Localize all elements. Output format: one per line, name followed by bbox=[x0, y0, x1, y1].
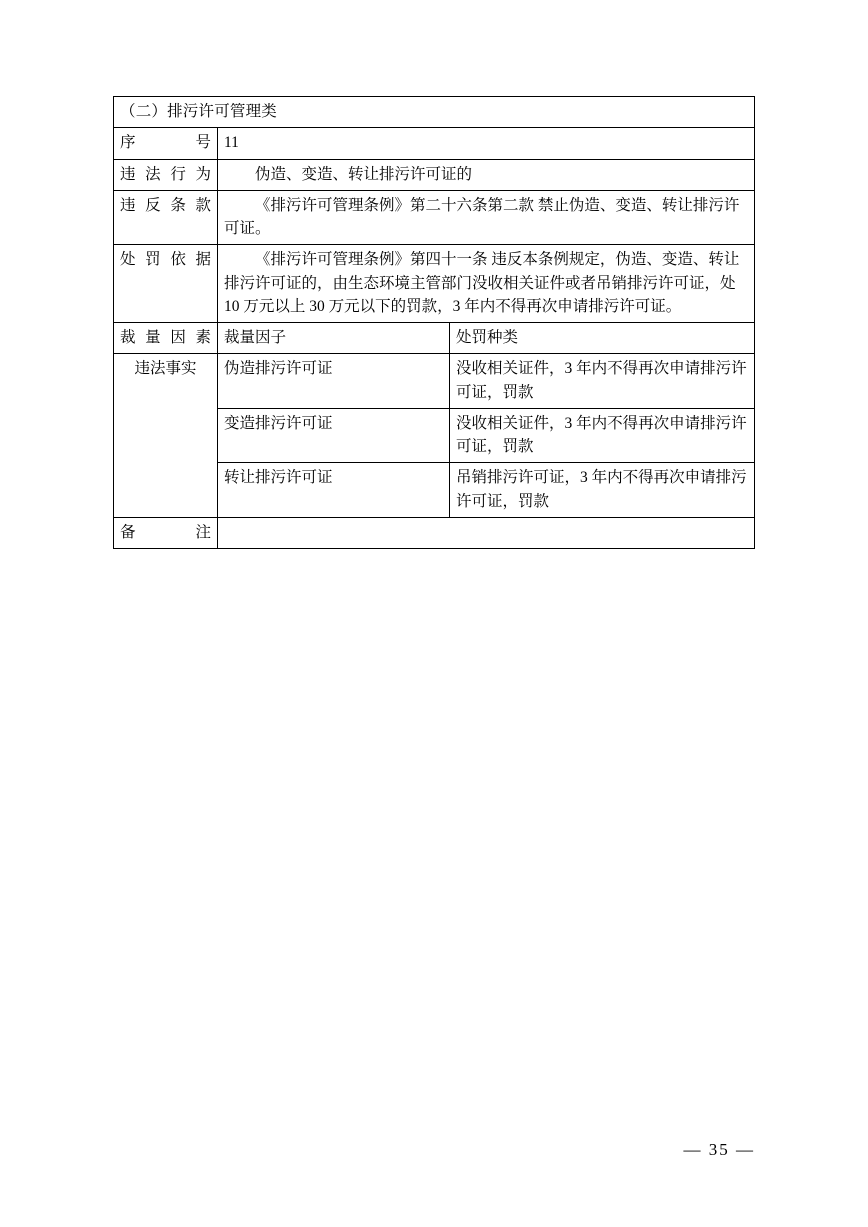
row-label-discretion-factors: 裁量因素 bbox=[114, 323, 218, 354]
page-number-text: — 35 — bbox=[683, 1140, 755, 1159]
table-row-remark bbox=[114, 517, 755, 548]
row-label-violated-clause: 违反条款 bbox=[114, 190, 218, 245]
row-label-serial-number: 序号 bbox=[114, 128, 218, 159]
table-row-section-heading bbox=[114, 97, 755, 128]
section-heading: （二）排污许可管理类 bbox=[114, 97, 755, 128]
row-value-illegal-act: 伪造、变造、转让排污许可证的 bbox=[218, 159, 755, 190]
fact-factor-1: 伪造排污许可证 bbox=[218, 354, 450, 409]
row-value-violated-clause: 《排污许可管理条例》第二十六条第二款 禁止伪造、变造、转让排污许可证。 bbox=[218, 190, 755, 245]
penalty-discretion-table bbox=[113, 96, 755, 549]
row-value-remark bbox=[218, 517, 755, 548]
table-row-discretion-factors-header bbox=[114, 323, 755, 354]
row-label-illegal-act: 违法行为 bbox=[114, 159, 218, 190]
fact-factor-3: 转让排污许可证 bbox=[218, 463, 450, 518]
row-label-illegal-facts: 违法事实 bbox=[114, 354, 218, 518]
row-value-penalty-basis: 《排污许可管理条例》第四十一条 违反本条例规定，伪造、变造、转让排污许可证的，由生态环境主管部门没收相关证件或者吊销排污许可证，处 10 万元以上 30 万元以下的罚款，3 年内不得再次申请排污许可证。 bbox=[218, 245, 755, 323]
table-row-illegal-act bbox=[114, 159, 755, 190]
fact-factor-2: 变造排污许可证 bbox=[218, 408, 450, 463]
row-value-serial-number: 11 bbox=[218, 128, 755, 159]
page-number bbox=[0, 1140, 755, 1160]
fact-penalty-1: 没收相关证件，3 年内不得再次申请排污许可证，罚款 bbox=[450, 354, 755, 409]
column-header-factor: 裁量因子 bbox=[218, 323, 450, 354]
row-label-penalty-basis: 处罚依据 bbox=[114, 245, 218, 323]
column-header-penalty-type: 处罚种类 bbox=[450, 323, 755, 354]
table-row-fact-1 bbox=[114, 354, 755, 409]
table-row-serial-number bbox=[114, 128, 755, 159]
table-row-violated-clause bbox=[114, 190, 755, 245]
table-row-penalty-basis bbox=[114, 245, 755, 323]
fact-penalty-2: 没收相关证件，3 年内不得再次申请排污许可证，罚款 bbox=[450, 408, 755, 463]
fact-penalty-3: 吊销排污许可证，3 年内不得再次申请排污许可证，罚款 bbox=[450, 463, 755, 518]
row-label-remark: 备注 bbox=[114, 517, 218, 548]
